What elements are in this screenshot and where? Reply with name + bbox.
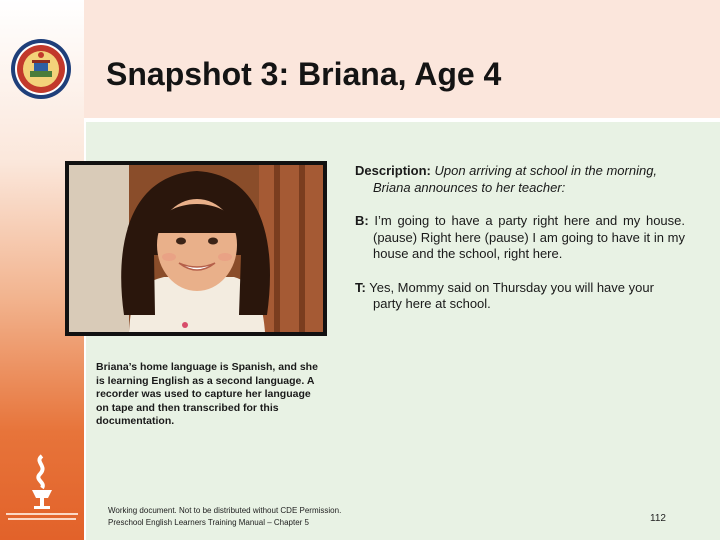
description-block: [355, 163, 685, 330]
state-torch-logo-icon: [4, 450, 80, 530]
footer-line-1: Working document. Not to be distributed without CDE Permission.: [108, 506, 342, 515]
child-photo: [69, 165, 323, 332]
speaker-label: T:: [355, 279, 366, 295]
footer-line-2: Preschool English Learners Training Manual – Chapter 5: [108, 518, 310, 527]
slide-title: Snapshot 3: Briana, Age 4: [106, 56, 502, 92]
dialogue-line-teacher: [355, 280, 685, 313]
dialogue-text: I’m going to have a party right here and my house. (pause) Right here (pause) I am going to have it in my house and the school, right here.: [373, 213, 685, 261]
footer-text: [108, 505, 341, 529]
description-label: Description:: [355, 163, 431, 178]
page-number: 112: [650, 513, 666, 524]
language-note: Briana’s home language is Spanish, and she is learning English as a second language. A recorder was used to capture her language on tape and then transcribed for this documentation.: [96, 361, 318, 427]
description-text: Upon arriving at school in the morning, Briana announces to her teacher:: [373, 163, 658, 195]
speaker-label: B:: [355, 213, 369, 228]
dialogue-line-briana: [355, 213, 685, 263]
department-seal-icon: [10, 38, 72, 100]
dialogue-text: Yes, Mommy said on Thursday you will have your party here at school.: [369, 279, 654, 311]
description-paragraph: [355, 163, 685, 196]
